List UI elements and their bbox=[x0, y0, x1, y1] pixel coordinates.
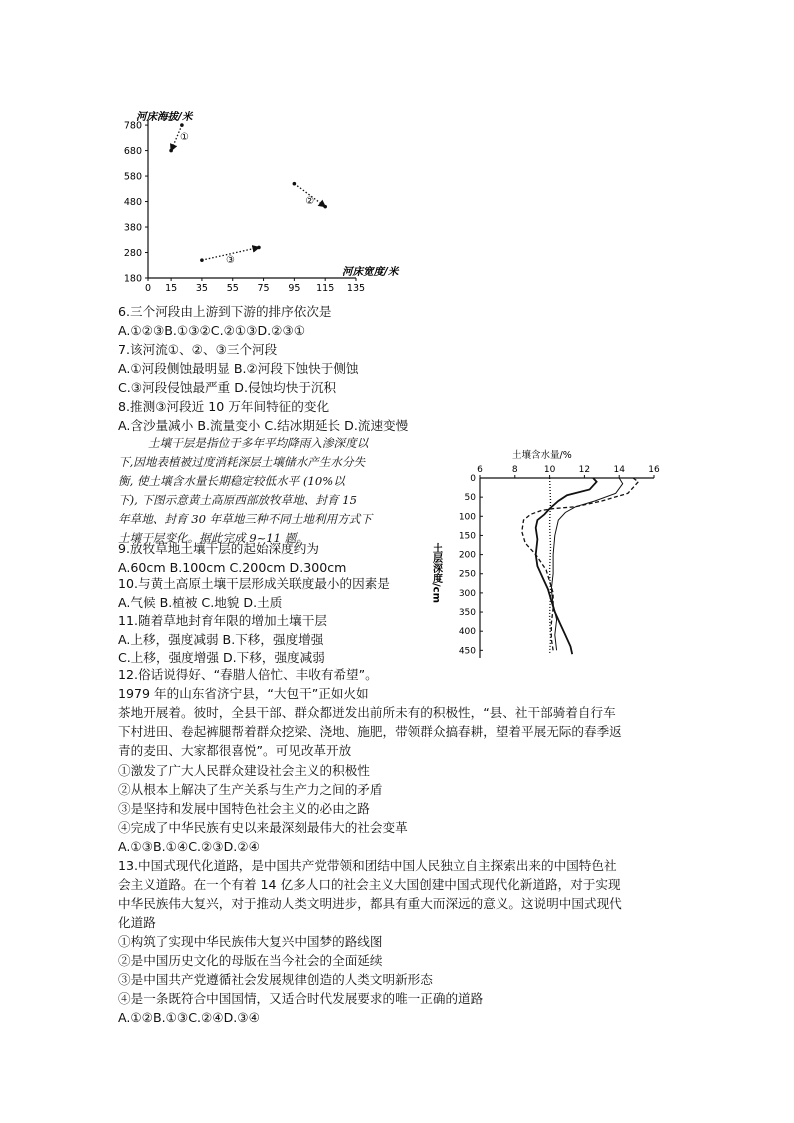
f1-series-label-1: ① bbox=[180, 131, 189, 143]
f1-point-start-2 bbox=[293, 182, 297, 186]
q8-options: A.含沙量减小 B.流量变小 C.结冰期延长 D.流速变慢 bbox=[118, 418, 409, 433]
f1-y-tick-label: 380 bbox=[123, 222, 142, 234]
q13-item-4: ④是一条既符合中国国情，又适合时代发展要求的唯一正确的道路 bbox=[118, 991, 484, 1006]
f1-series-label-2: ② bbox=[305, 196, 315, 208]
f2-y-tick-label: 400 bbox=[458, 627, 476, 638]
f2-y-tick-label: 100 bbox=[458, 512, 476, 523]
f1-series-label-3: ③ bbox=[225, 254, 235, 266]
q11-stem: 11.随着草地封育年限的增加土壤干层 bbox=[118, 613, 327, 628]
f1-x-tick-label: 15 bbox=[165, 283, 178, 294]
q11-options-1: A.上移，强度减弱 B.下移，强度增强 bbox=[118, 632, 324, 647]
f2-y-tick-label: 350 bbox=[458, 608, 476, 619]
f1-x-tick-label: 95 bbox=[288, 283, 301, 294]
f1-ylabel: 河床海拔/米 bbox=[136, 111, 193, 123]
f1-x-tick-label: 135 bbox=[346, 283, 366, 294]
q7-options-2: C.③河段侵蚀最严重 D.侵蚀均快于沉积 bbox=[118, 380, 337, 395]
q8-stem: 8.推测③河段近 10 万年间特征的变化 bbox=[118, 399, 330, 414]
f2-x-tick-label: 8 bbox=[511, 465, 518, 475]
q11-options-2: C.上移，强度增强 D.下移，强度减弱 bbox=[118, 650, 325, 665]
f1-y-tick-label: 580 bbox=[123, 171, 142, 183]
f1-x-tick-label: 35 bbox=[195, 283, 208, 294]
f1-xlabel: 河床宽度/米 bbox=[342, 266, 399, 278]
passage-line-1: 土壤干层是指位于多年平均降雨入渗深度以 bbox=[148, 436, 369, 450]
q12-options: A.①③B.①④C.②③D.②④ bbox=[118, 839, 260, 854]
f2-x-tick-label: 14 bbox=[613, 465, 625, 475]
f1-point-start-3 bbox=[200, 258, 204, 262]
f1-point-end-3 bbox=[257, 246, 261, 250]
q13-stem-4: 化道路 bbox=[118, 915, 156, 930]
q12-stem-5: 青的麦田、大家都很喜悦”。可见改革开放 bbox=[118, 743, 352, 758]
q6-stem: 6.三个河段由上游到下游的排序依次是 bbox=[118, 304, 332, 319]
f2-xlabel: 土壤含水量/% bbox=[512, 450, 572, 461]
soil-moisture-chart bbox=[432, 448, 662, 668]
f1-y-tick-label: 680 bbox=[123, 146, 142, 158]
f2-y-tick-label: 0 bbox=[470, 474, 476, 484]
q9-stem: 9.放牧草地土壤干层的起始深度约为 bbox=[118, 541, 319, 556]
passage-line-4: 下), 下图示意黄土高原西部放牧草地、封育 15 bbox=[118, 493, 358, 507]
q12-stem-3: 茶地开展着。彼时，全县干部、群众都迸发出前所未有的积极性，“县、社干部骑着自行车 bbox=[118, 705, 616, 720]
q12-stem-4: 下村进田、卷起裤腿帮着群众挖梁、浇地、施肥，带领群众搞春耕，望着平展无际的春季返 bbox=[118, 724, 622, 739]
f1-y-tick-label: 280 bbox=[123, 248, 142, 260]
q13-stem-3: 中华民族伟大复兴，对于推动人类文明进步，都具有重大而深远的意义。这说明中国式现代 bbox=[118, 896, 622, 911]
passage-line-2: 下,因地表植被过度消耗深层土壤储水产生水分失 bbox=[118, 455, 366, 469]
q12-item-4: ④完成了中华民族有史以来最深刻最伟大的社会变革 bbox=[118, 820, 408, 835]
f1-y-tick-label: 780 bbox=[123, 120, 142, 132]
q6-options: A.①②③B.①③②C.②①③D.②③① bbox=[118, 323, 306, 338]
f2-y-tick-label: 250 bbox=[458, 569, 476, 580]
q13-options: A.①②B.①③C.②④D.③④ bbox=[118, 1010, 260, 1025]
f1-y-tick-label: 480 bbox=[123, 197, 142, 209]
f2-series-line-2 bbox=[551, 478, 622, 650]
f1-x-tick-label: 55 bbox=[226, 283, 239, 294]
river-bed-chart bbox=[120, 102, 399, 302]
f2-x-tick-label: 12 bbox=[578, 465, 591, 475]
f1-x-tick-label: 0 bbox=[144, 283, 152, 294]
f1-point-end-2 bbox=[323, 205, 327, 209]
q12-item-3: ③是坚持和发展中国特色社会主义的必由之路 bbox=[118, 801, 370, 816]
f2-x-tick-label: 6 bbox=[477, 465, 483, 475]
passage-line-5: 年草地、封育 30 年草地三种不同土地利用方式下 bbox=[118, 512, 372, 526]
q10-stem: 10.与黄土高原土壤干层形成关联度最小的因素是 bbox=[118, 576, 390, 591]
f2-y-tick-label: 200 bbox=[458, 550, 476, 561]
f1-x-tick-label: 115 bbox=[316, 283, 335, 294]
f2-y-tick-label: 150 bbox=[458, 531, 476, 542]
f2-series-line-1 bbox=[536, 478, 597, 654]
q13-item-1: ①构筑了实现中华民族伟大复兴中国梦的路线图 bbox=[118, 934, 383, 949]
f2-x-tick-label: 16 bbox=[648, 465, 660, 475]
f2-y-tick-label: 450 bbox=[458, 646, 476, 657]
f2-ylabel: 土层深度/cm bbox=[430, 543, 442, 603]
f2-series-line-3 bbox=[522, 478, 639, 650]
f2-y-tick-label: 300 bbox=[458, 588, 476, 599]
f1-point-start-1 bbox=[180, 123, 184, 127]
q13-stem-2: 会主义道路。在一个有着 14 亿多人口的社会主义大国创建中国式现代化新道路，对于实现 bbox=[118, 877, 621, 892]
f2-x-tick-label: 10 bbox=[543, 465, 556, 475]
q7-stem: 7.该河流①、②、③三个河段 bbox=[118, 342, 278, 357]
f1-point-end-1 bbox=[169, 149, 173, 153]
passage-line-6: 土壤干层变化。据此完成 9~11 题。 bbox=[118, 531, 308, 545]
q13-item-2: ②是中国历史文化的母版在当今社会的全面延续 bbox=[118, 953, 383, 968]
q13-item-3: ③是中国共产党遵循社会发展规律创造的人类文明新形态 bbox=[118, 972, 433, 987]
f2-series-line-4 bbox=[550, 478, 551, 654]
q10-options: A.气候 B.植被 C.地貌 D.土质 bbox=[118, 595, 283, 610]
passage-line-3: 衡, 使土壤含水量长期稳定较低水平 (10%以 bbox=[118, 474, 345, 488]
q12-item-2: ②从根本上解决了生产关系与生产力之间的矛盾 bbox=[118, 782, 383, 797]
q12-stem-1: 12.俗话说得好、“春腊人倍忙、丰收有希望”。 bbox=[118, 667, 378, 682]
f1-y-tick-label: 180 bbox=[123, 273, 142, 285]
q12-stem-2: 1979 年的山东省济宁县，“大包干”正如火如 bbox=[118, 686, 369, 701]
q13-stem-1: 13.中国式现代化道路，是中国共产党带领和团结中国人民独立自主探索出来的中国特色社 bbox=[118, 858, 617, 873]
q12-item-1: ①激发了广大人民群众建设社会主义的积极性 bbox=[118, 763, 370, 778]
q7-options-1: A.①河段侧蚀最明显 B.②河段下蚀快于侧蚀 bbox=[118, 361, 359, 376]
q9-options: A.60cm B.100cm C.200cm D.300cm bbox=[118, 560, 347, 575]
f2-y-tick-label: 50 bbox=[464, 493, 476, 504]
f1-x-tick-label: 75 bbox=[257, 283, 270, 294]
